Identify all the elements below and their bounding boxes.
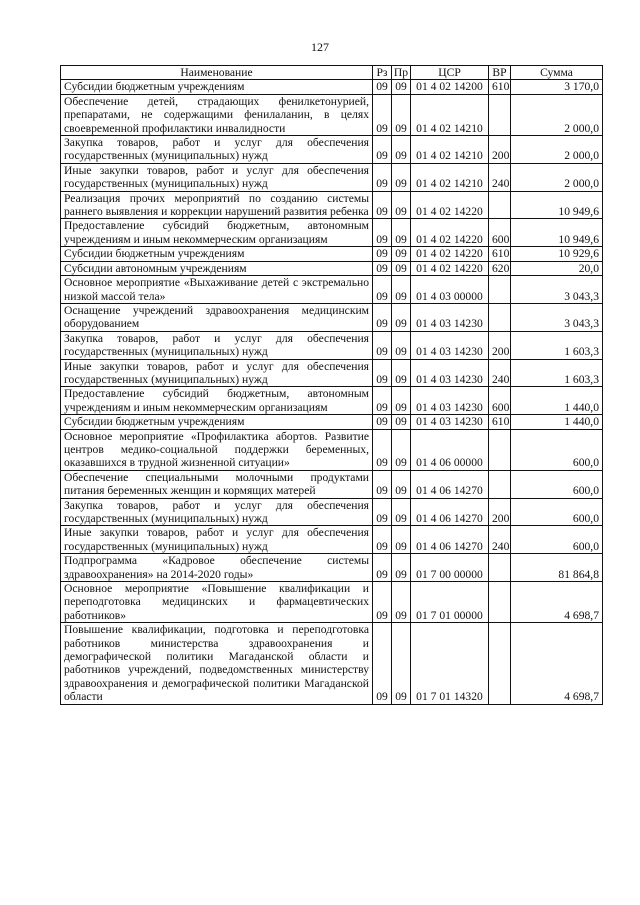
- row-rz: 09: [373, 163, 392, 191]
- table-row: [61, 80, 603, 94]
- row-csr: 01 4 06 14270: [411, 470, 489, 498]
- row-pr: 09: [392, 331, 411, 359]
- table-row: [61, 219, 603, 247]
- row-vr: 610: [489, 415, 511, 429]
- row-vr: 240: [489, 163, 511, 191]
- page-number: 127: [311, 40, 329, 54]
- row-name: Закупка товаров, работ и услуг для обеспечения государственных (муниципальных) нужд: [61, 331, 373, 359]
- row-vr: 610: [489, 80, 511, 94]
- row-csr: 01 7 01 14320: [411, 623, 489, 704]
- row-pr: 09: [392, 219, 411, 247]
- row-sum: 10 929,6: [511, 247, 603, 261]
- budget-table: [60, 65, 603, 705]
- row-rz: 09: [373, 623, 392, 704]
- row-csr: 01 4 03 14230: [411, 331, 489, 359]
- row-pr: 09: [392, 94, 411, 135]
- row-pr: 09: [392, 261, 411, 275]
- table-row: [61, 623, 603, 704]
- row-vr: 240: [489, 359, 511, 387]
- row-name: Иные закупки товаров, работ и услуг для обеспечения государственных (муниципальных) нужд: [61, 526, 373, 554]
- table-row: [61, 276, 603, 304]
- table-row: [61, 247, 603, 261]
- row-name: Повышение квалификации, подготовка и переподготовка работников министерства здравоохранения и демографической политики Магаданской области и работников учреждений, подведомственных министерству здравоохранения и демографической политики Магаданской области: [61, 623, 373, 704]
- row-rz: 09: [373, 387, 392, 415]
- row-sum: 1 603,3: [511, 359, 603, 387]
- row-pr: 09: [392, 80, 411, 94]
- row-rz: 09: [373, 94, 392, 135]
- row-name: Закупка товаров, работ и услуг для обеспечения государственных (муниципальных) нужд: [61, 498, 373, 526]
- header-sum: Сумма: [511, 66, 603, 80]
- row-rz: 09: [373, 470, 392, 498]
- header-csr: ЦСР: [411, 66, 489, 80]
- row-vr: [489, 276, 511, 304]
- row-name: Иные закупки товаров, работ и услуг для обеспечения государственных (муниципальных) нужд: [61, 359, 373, 387]
- table-row: [61, 163, 603, 191]
- row-name: Оснащение учреждений здравоохранения медицинским оборудованием: [61, 303, 373, 331]
- row-pr: 09: [392, 582, 411, 623]
- row-csr: 01 4 06 14270: [411, 498, 489, 526]
- row-vr: 240: [489, 526, 511, 554]
- row-csr: 01 4 03 14230: [411, 387, 489, 415]
- row-pr: 09: [392, 303, 411, 331]
- row-sum: 600,0: [511, 498, 603, 526]
- row-name: Основное мероприятие «Повышение квалификации и переподготовка медицинских и фармацевтических работников»: [61, 582, 373, 623]
- row-sum: 81 864,8: [511, 554, 603, 582]
- row-name: Основное мероприятие «Выхаживание детей с экстремально низкой массой тела»: [61, 276, 373, 304]
- row-sum: 1 440,0: [511, 415, 603, 429]
- table-row: [61, 191, 603, 219]
- header-name: Наименование: [61, 66, 373, 80]
- row-csr: 01 4 02 14220: [411, 219, 489, 247]
- row-rz: 09: [373, 331, 392, 359]
- row-name: Субсидии бюджетным учреждениям: [61, 415, 373, 429]
- table-row: [61, 470, 603, 498]
- row-pr: 09: [392, 276, 411, 304]
- row-rz: 09: [373, 359, 392, 387]
- row-csr: 01 7 01 00000: [411, 582, 489, 623]
- row-vr: [489, 554, 511, 582]
- row-sum: 10 949,6: [511, 191, 603, 219]
- table-row: [61, 415, 603, 429]
- row-name: Субсидии бюджетным учреждениям: [61, 247, 373, 261]
- row-csr: 01 4 03 00000: [411, 276, 489, 304]
- row-name: Субсидии автономным учреждениям: [61, 261, 373, 275]
- row-pr: 09: [392, 623, 411, 704]
- row-pr: 09: [392, 163, 411, 191]
- row-sum: 1 440,0: [511, 387, 603, 415]
- row-rz: 09: [373, 498, 392, 526]
- row-vr: 200: [489, 331, 511, 359]
- table-row: [61, 387, 603, 415]
- row-csr: 01 4 02 14220: [411, 191, 489, 219]
- row-sum: 4 698,7: [511, 582, 603, 623]
- row-rz: 09: [373, 247, 392, 261]
- row-sum: 3 170,0: [511, 80, 603, 94]
- row-csr: 01 4 02 14210: [411, 94, 489, 135]
- table-body: [61, 80, 603, 704]
- header-pr: Пр: [392, 66, 411, 80]
- row-rz: 09: [373, 219, 392, 247]
- row-rz: 09: [373, 554, 392, 582]
- table-row: [61, 303, 603, 331]
- row-pr: 09: [392, 554, 411, 582]
- row-pr: 09: [392, 359, 411, 387]
- row-sum: 2 000,0: [511, 163, 603, 191]
- row-rz: 09: [373, 136, 392, 164]
- row-name: Иные закупки товаров, работ и услуг для обеспечения государственных (муниципальных) нужд: [61, 163, 373, 191]
- row-pr: 09: [392, 191, 411, 219]
- row-csr: 01 4 03 14230: [411, 359, 489, 387]
- row-sum: 600,0: [511, 470, 603, 498]
- row-csr: 01 4 06 00000: [411, 429, 489, 470]
- row-pr: 09: [392, 526, 411, 554]
- row-name: Предоставление субсидий бюджетным, автономным учреждениям и иным некоммерческим организациям: [61, 219, 373, 247]
- row-name: Предоставление субсидий бюджетным, автономным учреждениям и иным некоммерческим организациям: [61, 387, 373, 415]
- row-vr: [489, 582, 511, 623]
- row-csr: 01 4 02 14210: [411, 163, 489, 191]
- table-row: [61, 261, 603, 275]
- row-vr: 200: [489, 498, 511, 526]
- row-sum: 4 698,7: [511, 623, 603, 704]
- row-rz: 09: [373, 80, 392, 94]
- row-sum: 1 603,3: [511, 331, 603, 359]
- table-row: [61, 526, 603, 554]
- row-csr: 01 4 06 14270: [411, 526, 489, 554]
- row-sum: 3 043,3: [511, 276, 603, 304]
- row-sum: 600,0: [511, 429, 603, 470]
- row-csr: 01 4 02 14220: [411, 247, 489, 261]
- row-pr: 09: [392, 387, 411, 415]
- row-vr: [489, 303, 511, 331]
- row-name: Подпрограмма «Кадровое обеспечение системы здравоохранения» на 2014-2020 годы»: [61, 554, 373, 582]
- row-csr: 01 4 03 14230: [411, 415, 489, 429]
- row-pr: 09: [392, 498, 411, 526]
- table-row: [61, 136, 603, 164]
- table-row: [61, 429, 603, 470]
- table-row: [61, 94, 603, 135]
- row-vr: [489, 191, 511, 219]
- row-rz: 09: [373, 582, 392, 623]
- row-pr: 09: [392, 247, 411, 261]
- row-csr: 01 4 02 14220: [411, 261, 489, 275]
- row-vr: [489, 94, 511, 135]
- row-csr: 01 4 02 14210: [411, 136, 489, 164]
- table-row: [61, 554, 603, 582]
- row-name: Субсидии бюджетным учреждениям: [61, 80, 373, 94]
- row-name: Закупка товаров, работ и услуг для обеспечения государственных (муниципальных) нужд: [61, 136, 373, 164]
- row-sum: 2 000,0: [511, 136, 603, 164]
- header-rz: Рз: [373, 66, 392, 80]
- row-csr: 01 4 02 14200: [411, 80, 489, 94]
- row-csr: 01 4 03 14230: [411, 303, 489, 331]
- row-sum: 10 949,6: [511, 219, 603, 247]
- row-rz: 09: [373, 526, 392, 554]
- table-row: [61, 359, 603, 387]
- row-name: Основное мероприятие «Профилактика абортов. Развитие центров медико-социальной поддержки беременных, оказавшихся в трудной жизненной ситуации»: [61, 429, 373, 470]
- row-vr: [489, 623, 511, 704]
- row-pr: 09: [392, 429, 411, 470]
- row-rz: 09: [373, 429, 392, 470]
- row-pr: 09: [392, 470, 411, 498]
- row-vr: 600: [489, 219, 511, 247]
- row-pr: 09: [392, 415, 411, 429]
- row-sum: 3 043,3: [511, 303, 603, 331]
- table-header-row: [61, 66, 603, 80]
- row-vr: 200: [489, 136, 511, 164]
- row-rz: 09: [373, 261, 392, 275]
- row-name: Обеспечение специальными молочными продуктами питания беременных женщин и кормящих матерей: [61, 470, 373, 498]
- row-sum: 600,0: [511, 526, 603, 554]
- row-vr: [489, 470, 511, 498]
- row-name: Реализация прочих мероприятий по созданию системы раннего выявления и коррекции нарушений развития ребенка: [61, 191, 373, 219]
- table-row: [61, 582, 603, 623]
- row-name: Обеспечение детей, страдающих фенилкетонурией, препаратами, не содержащими фенилаланин, в целях своевременной профилактики инвалидности: [61, 94, 373, 135]
- table-row: [61, 331, 603, 359]
- row-rz: 09: [373, 276, 392, 304]
- row-sum: 20,0: [511, 261, 603, 275]
- row-sum: 2 000,0: [511, 94, 603, 135]
- row-rz: 09: [373, 303, 392, 331]
- row-vr: 620: [489, 261, 511, 275]
- row-rz: 09: [373, 415, 392, 429]
- header-vr: ВР: [489, 66, 511, 80]
- row-vr: [489, 429, 511, 470]
- row-rz: 09: [373, 191, 392, 219]
- row-pr: 09: [392, 136, 411, 164]
- table-row: [61, 498, 603, 526]
- row-vr: 600: [489, 387, 511, 415]
- row-csr: 01 7 00 00000: [411, 554, 489, 582]
- row-vr: 610: [489, 247, 511, 261]
